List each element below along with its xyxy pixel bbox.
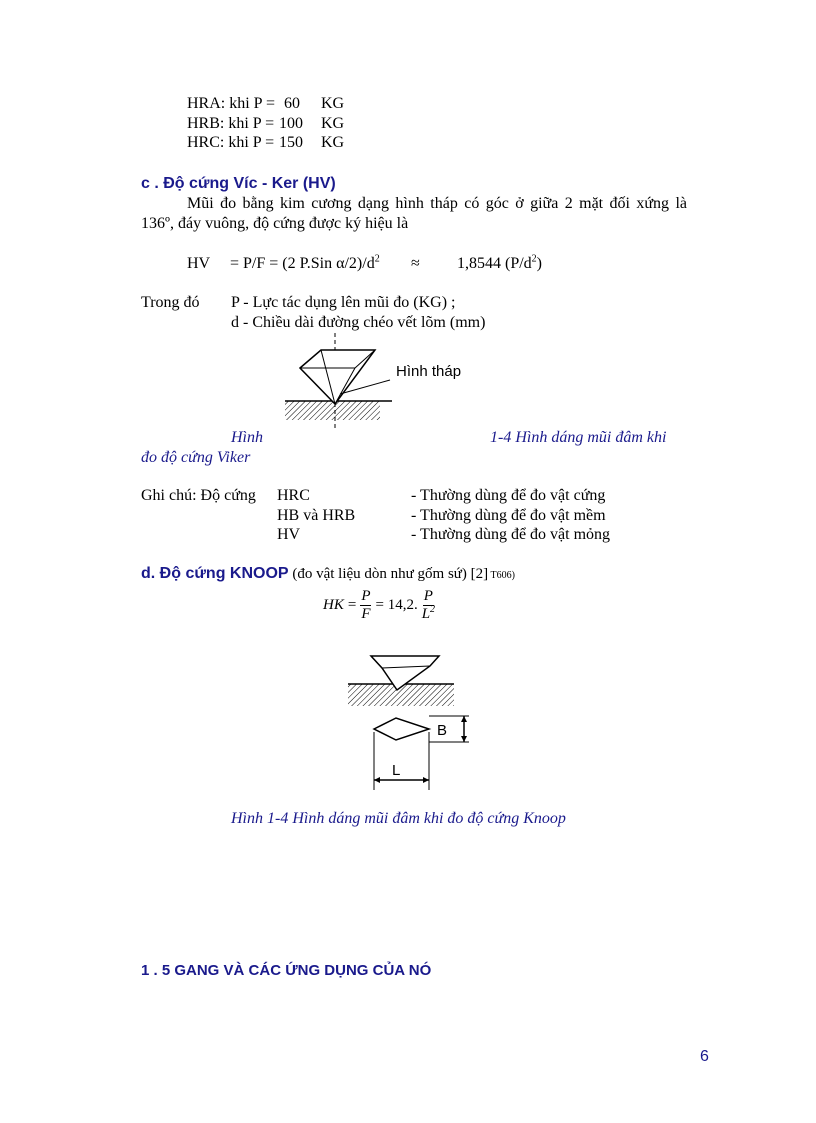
note-label: Ghi chú: Độ cứng [141,487,256,504]
vickers-figure [280,330,410,435]
section-c-paragraph-line2: 136º, đáy vuông, độ cứng được ký hiệu là [141,215,409,232]
section-c-paragraph-line1: Mũi đo bằng kim cương dạng hình tháp có góc ở giữa 2 mặt đối xứng là [187,195,687,212]
dim-label-l: L [392,762,401,779]
note-type: HRC [277,487,310,504]
note-type: HV [277,526,301,543]
workpiece-hatch [285,401,380,420]
approx-symbol: ≈ [411,255,420,272]
hr-item: HRA: khi P = 60 KG [187,95,345,112]
arrow-left-icon [374,777,380,783]
arrow-up-icon [461,716,467,722]
arrow-down-icon [461,736,467,742]
formula-mid: = P/F = (2 P.Sin $\alpha/2)/d^2$ [230,253,380,272]
section-c-heading: c . Độ cứng Víc - Ker (HV) [141,175,336,192]
pyramid-indenter [300,350,375,404]
note-type: HB và HRB [277,507,356,524]
section-d-heading: d. Độ cứng KNOOP (đo vật liệu dòn như gốm sứ) [2] T606) [141,565,515,582]
rhombus-imprint [374,718,429,740]
figure-label-hinh-thap: Hình tháp [396,363,462,380]
fraction-p-over-f: $\frac{P}{F}$ [361,588,371,622]
formula-lhs: HV [187,255,211,272]
where-label: Trong đó [141,294,200,311]
note-desc: - Thường dùng để đo vật mềm [411,507,606,524]
note-desc: - Thường dùng để đo vật mỏng [411,526,611,543]
where-p: P - Lực tác dụng lên mũi đo (KG) ; [231,294,456,311]
hr-item: HRC: khi P = 150 KG [187,134,345,151]
where-d: d - Chiều dài đường chéo vết lõm (mm) [231,314,486,331]
dim-label-b: B [437,722,448,739]
knoop-figure [345,650,475,795]
formula-rhs: 1,8544 $(P/d^2)$ [457,253,542,272]
section-15-heading: 1 . 5 GANG VÀ CÁC ỨNG DỤNG CỦA NÓ [141,962,432,979]
knoop-caption: Hình 1-4 Hình dáng mũi đâm khi đo độ cứng Knoop [231,810,566,827]
fraction-p-over-l2: $\frac{P}{L^2}$ [421,588,436,622]
note-desc: - Thường dùng để đo vật cứng [411,487,606,504]
page-number: 6 [700,1048,709,1065]
hk-formula: HK = $\frac{P}{F}$ = 14,2. $\frac{P}{L^2}$ [323,588,436,622]
arrow-right-icon [423,777,429,783]
hr-item: HRB: khi P = 100 KG [187,115,345,132]
